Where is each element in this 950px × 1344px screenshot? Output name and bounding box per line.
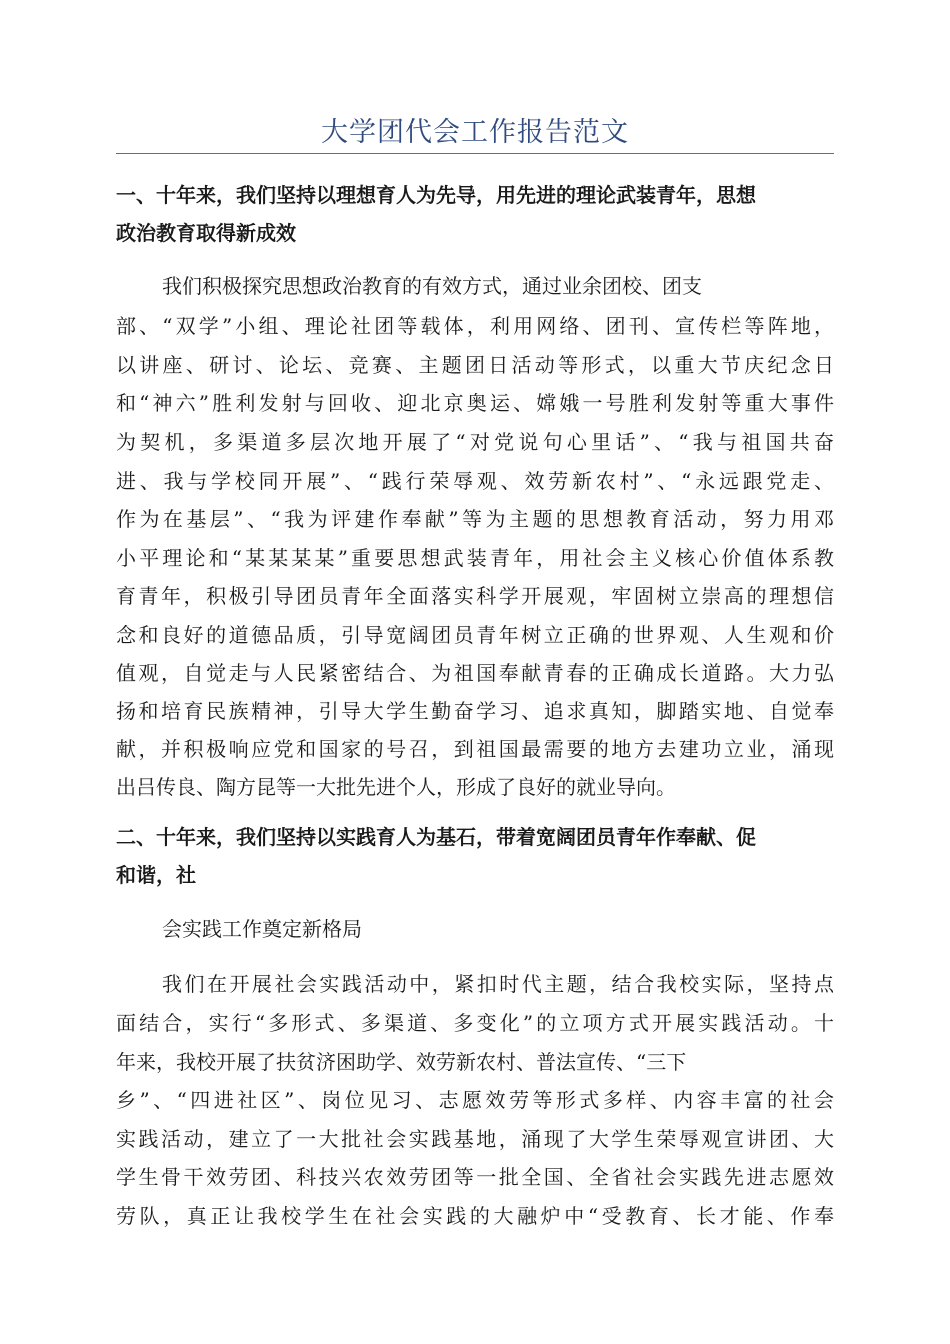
section1-paragraph-line: 值观，自觉走与人民紧密结合、为祖国奉献青春的正确成长道路。大力弘 [116,661,834,685]
section2-paragraph-line: 面结合，实行“多形式、多渠道、多变化”的立项方式开展实践活动。十 [116,1011,834,1035]
section2-heading-line-2: 和谐，社 [116,863,196,887]
section1-paragraph-line: 为契机，多渠道多层次地开展了“对党说句心里话”、“我与祖国共奋 [116,430,834,454]
document-title: 大学团代会工作报告范文 [321,117,629,148]
section1-paragraph-line: 我们积极探究思想政治教育的有效方式，通过业余团校、团支 [162,274,702,298]
section2-heading-line-1: 二、十年来，我们坚持以实践育人为基石，带着宽阔团员青年作奉献、促 [116,825,756,849]
section1-paragraph-line: 以讲座、研讨、论坛、竞赛、主题团日活动等形式，以重大节庆纪念日 [116,353,834,377]
section2-subheading: 会实践工作奠定新格局 [162,917,362,941]
section1-paragraph-line: 念和良好的道德品质，引导宽阔团员青年树立正确的世界观、人生观和价 [116,623,834,647]
section1-paragraph-line: 和“神六”胜利发射与回收、迎北京奥运、嫦娥一号胜利发射等重大事件 [116,391,834,415]
section1-heading-line-2: 政治教育取得新成效 [116,221,296,245]
section1-paragraph-line: 部、“双学”小组、理论社团等载体，利用网络、团刊、宣传栏等阵地， [116,314,834,338]
section2-paragraph-line: 学生骨干效劳团、科技兴农效劳团等一批全国、全省社会实践先进志愿效 [116,1165,834,1189]
section1-paragraph-line: 扬和培育民族精神，引导大学生勤奋学习、追求真知，脚踏实地、自觉奉 [116,699,834,723]
section1-paragraph-line: 小平理论和“某某某某”重要思想武装青年，用社会主义核心价值体系教 [116,546,834,570]
section2-paragraph-line: 劳队，真正让我校学生在社会实践的大融炉中“受教育、长才能、作奉 [116,1204,834,1228]
section1-paragraph-line: 作为在基层”、“我为评建作奉献”等为主题的思想教育活动，努力用邓 [116,507,834,531]
section2-paragraph-line: 乡”、“四进社区”、岗位见习、志愿效劳等形式多样、内容丰富的社会 [116,1088,834,1112]
section1-paragraph-line: 出吕传良、陶方昆等一大批先进个人，形成了良好的就业导向。 [116,775,676,799]
section1-paragraph-line: 献，并积极响应党和国家的号召，到祖国最需要的地方去建功立业，涌现 [116,737,834,761]
section1-heading-line-1: 一、十年来，我们坚持以理想育人为先导，用先进的理论武装青年，思想 [116,183,756,207]
section1-paragraph-line: 育青年，积极引导团员青年全面落实科学开展观，牢固树立崇高的理想信 [116,584,834,608]
section1-paragraph-line: 进、我与学校同开展”、“践行荣辱观、效劳新农村”、“永远跟党走、 [116,469,834,493]
section2-paragraph-line: 年来，我校开展了扶贫济困助学、效劳新农村、普法宣传、“三下 [116,1050,687,1074]
section2-paragraph-line: 我们在开展社会实践活动中，紧扣时代主题，结合我校实际，坚持点 [162,972,834,996]
title-underline [116,153,834,154]
section2-paragraph-line: 实践活动，建立了一大批社会实践基地，涌现了大学生荣辱观宣讲团、大 [116,1127,834,1151]
